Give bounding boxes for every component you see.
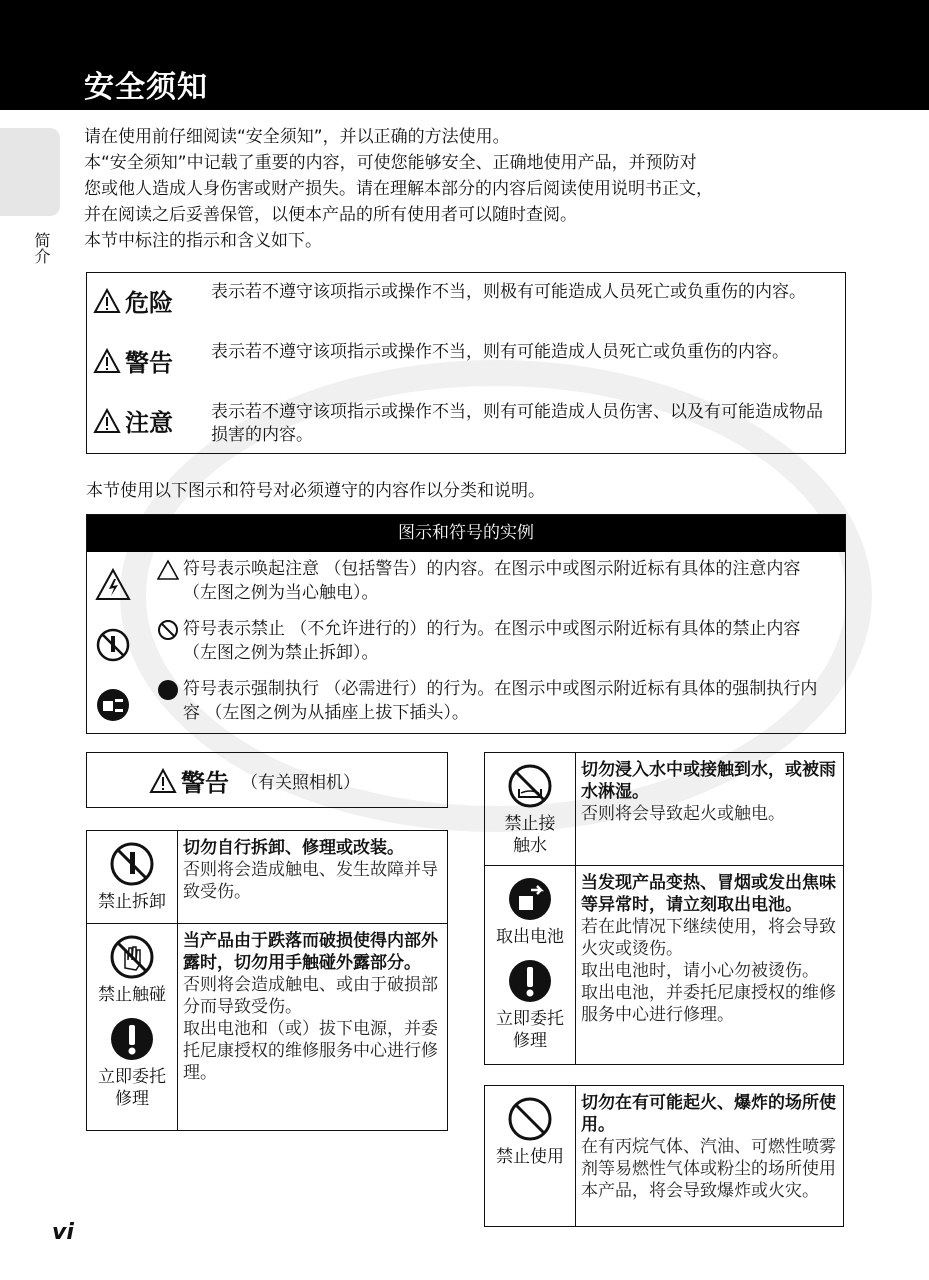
symbol-text: 符号表示强制执行 （必需进行）的行为。在图示中或图示附近标有具体的强制执行内容 （左图之例为从插座上拔下插头）。 — [183, 679, 818, 723]
right-warning-table-2 — [484, 1085, 844, 1227]
table-row — [485, 1086, 844, 1227]
mandatory-icon — [507, 958, 553, 1004]
definitions-box — [86, 272, 846, 454]
mandatory-icon — [109, 1016, 155, 1062]
definition-danger — [87, 275, 845, 333]
symbol-text: 符号表示禁止 （不允许进行的）的行为。在图示中或图示附近标有具体的禁止内容 （左图之例为禁止拆卸）。 — [183, 619, 801, 663]
warning-bold: 切勿自行拆卸、修理或改装。 — [183, 838, 404, 858]
intro-line: 本节中标注的指示和含义如下。 — [84, 231, 322, 251]
warning-normal: 否则将会造成触电、发生故障并导致受伤。 — [183, 860, 438, 902]
icon-label: 取出电池 — [496, 927, 564, 947]
definition-label: 注意 — [125, 409, 173, 437]
warning-normal: 取出电池时，请小心勿被烫伤。 — [581, 961, 819, 981]
warning-bold: 当发现产品变热、冒烟或发出焦味等异常时，请立刻取出电池。 — [581, 873, 836, 915]
remove-battery-icon — [507, 876, 553, 922]
electric-shock-icon — [95, 567, 131, 603]
prohibition-icon — [507, 1096, 553, 1142]
intro-line: 请在使用前仔细阅读“安全须知”，并以正确的方法使用。 — [84, 127, 510, 147]
definition-text: 表示若不遵守该项指示或操作不当，则极有可能造成人员死亡或负重伤的内容。 — [211, 282, 806, 302]
table-row — [87, 831, 448, 924]
table-row — [87, 924, 448, 1131]
right-warning-table-1 — [484, 752, 844, 1065]
definition-label: 警告 — [125, 349, 173, 377]
intro-line: 本“安全须知”中记载了重要的内容，可使您能够安全、正确地使用产品，并预防对 — [84, 153, 697, 173]
page-number: vi — [52, 1220, 74, 1245]
icon-label: 禁止使用 — [496, 1147, 564, 1167]
warning-triangle-icon — [149, 768, 177, 794]
symbols-intro: 本节使用以下图示和符号对必须遵守的内容作以分类和说明。 — [86, 481, 545, 501]
warning-normal: 否则将会造成触电、或由于破损部分而导致受伤。 — [183, 975, 438, 1017]
prohibition-icon — [157, 619, 179, 641]
symbols-header: 图示和符号的实例 — [87, 515, 845, 552]
warning-triangle-icon — [93, 408, 121, 434]
warning-label: 警告 — [181, 769, 229, 797]
warning-normal: 若在此情况下继续使用，将会导致火灾或烫伤。 — [581, 917, 836, 959]
warning-triangle-icon — [93, 348, 121, 374]
no-disassembly-icon — [109, 841, 155, 887]
intro-line: 并在阅读之后妥善保管，以便本产品的所有使用者可以随时查阅。 — [84, 205, 577, 225]
side-tab — [0, 128, 60, 216]
triangle-icon — [157, 559, 179, 581]
icon-label: 禁止接触水 — [504, 814, 556, 856]
warning-triangle-icon — [93, 288, 121, 314]
symbols-box — [86, 514, 846, 734]
icon-label: 禁止拆卸 — [98, 892, 166, 912]
symbol-row — [87, 675, 845, 735]
definition-caution — [87, 395, 845, 453]
definition-warning — [87, 335, 845, 393]
warning-normal: 否则将会导致起火或触电。 — [581, 804, 785, 824]
table-row — [485, 753, 844, 866]
warning-normal: 取出电池和（或）拔下电源，并委托尼康授权的维修服务中心进行修理。 — [183, 1019, 438, 1083]
symbol-row — [87, 555, 845, 615]
no-water-icon — [507, 763, 553, 809]
no-disassembly-icon — [95, 627, 131, 663]
definition-label: 危险 — [125, 289, 173, 317]
warning-normal: 在有丙烷气体、汽油、可燃性喷雾剂等易燃性气体或粉尘的场所使用本产品，将会导致爆炸或火灾。 — [581, 1137, 836, 1201]
symbol-row — [87, 615, 845, 675]
intro-text — [84, 124, 854, 254]
unplug-icon — [95, 687, 131, 723]
left-warning-table — [86, 830, 448, 1131]
definition-text: 表示若不遵守该项指示或操作不当，则有可能造成人员死亡或负重伤的内容。 — [211, 342, 789, 362]
warning-normal: 取出电池，并委托尼康授权的维修服务中心进行修理。 — [581, 983, 836, 1025]
warning-banner — [86, 752, 448, 808]
page-title: 安全须知 — [84, 70, 208, 105]
icon-label: 立即委托修理 — [98, 1067, 166, 1109]
intro-line: 您或他人造成人身伤害或财产损失。请在理解本部分的内容后阅读使用说明书正文， — [84, 179, 713, 199]
filled-circle-icon — [157, 679, 179, 701]
side-label: 简介 — [32, 232, 51, 264]
icon-label: 禁止触碰 — [98, 985, 166, 1005]
definition-text: 表示若不遵守该项指示或操作不当，则有可能造成人员伤害、以及有可能造成物品损害的内容。 — [211, 402, 823, 445]
warning-bold: 切勿在有可能起火、爆炸的场所使用。 — [581, 1093, 836, 1135]
warning-bold: 切勿浸入水中或接触到水，或被雨水淋湿。 — [581, 760, 836, 802]
warning-sub: （有关照相机） — [241, 773, 360, 793]
table-row — [485, 866, 844, 1065]
no-touch-icon — [109, 934, 155, 980]
icon-label: 立即委托修理 — [496, 1009, 564, 1051]
symbol-text: 符号表示唤起注意 （包括警告）的内容。在图示中或图示附近标有具体的注意内容 （左图之例为当心触电）。 — [183, 559, 801, 603]
warning-bold: 当产品由于跌落而破损使得内部外露时，切勿用手触碰外露部分。 — [183, 931, 438, 973]
